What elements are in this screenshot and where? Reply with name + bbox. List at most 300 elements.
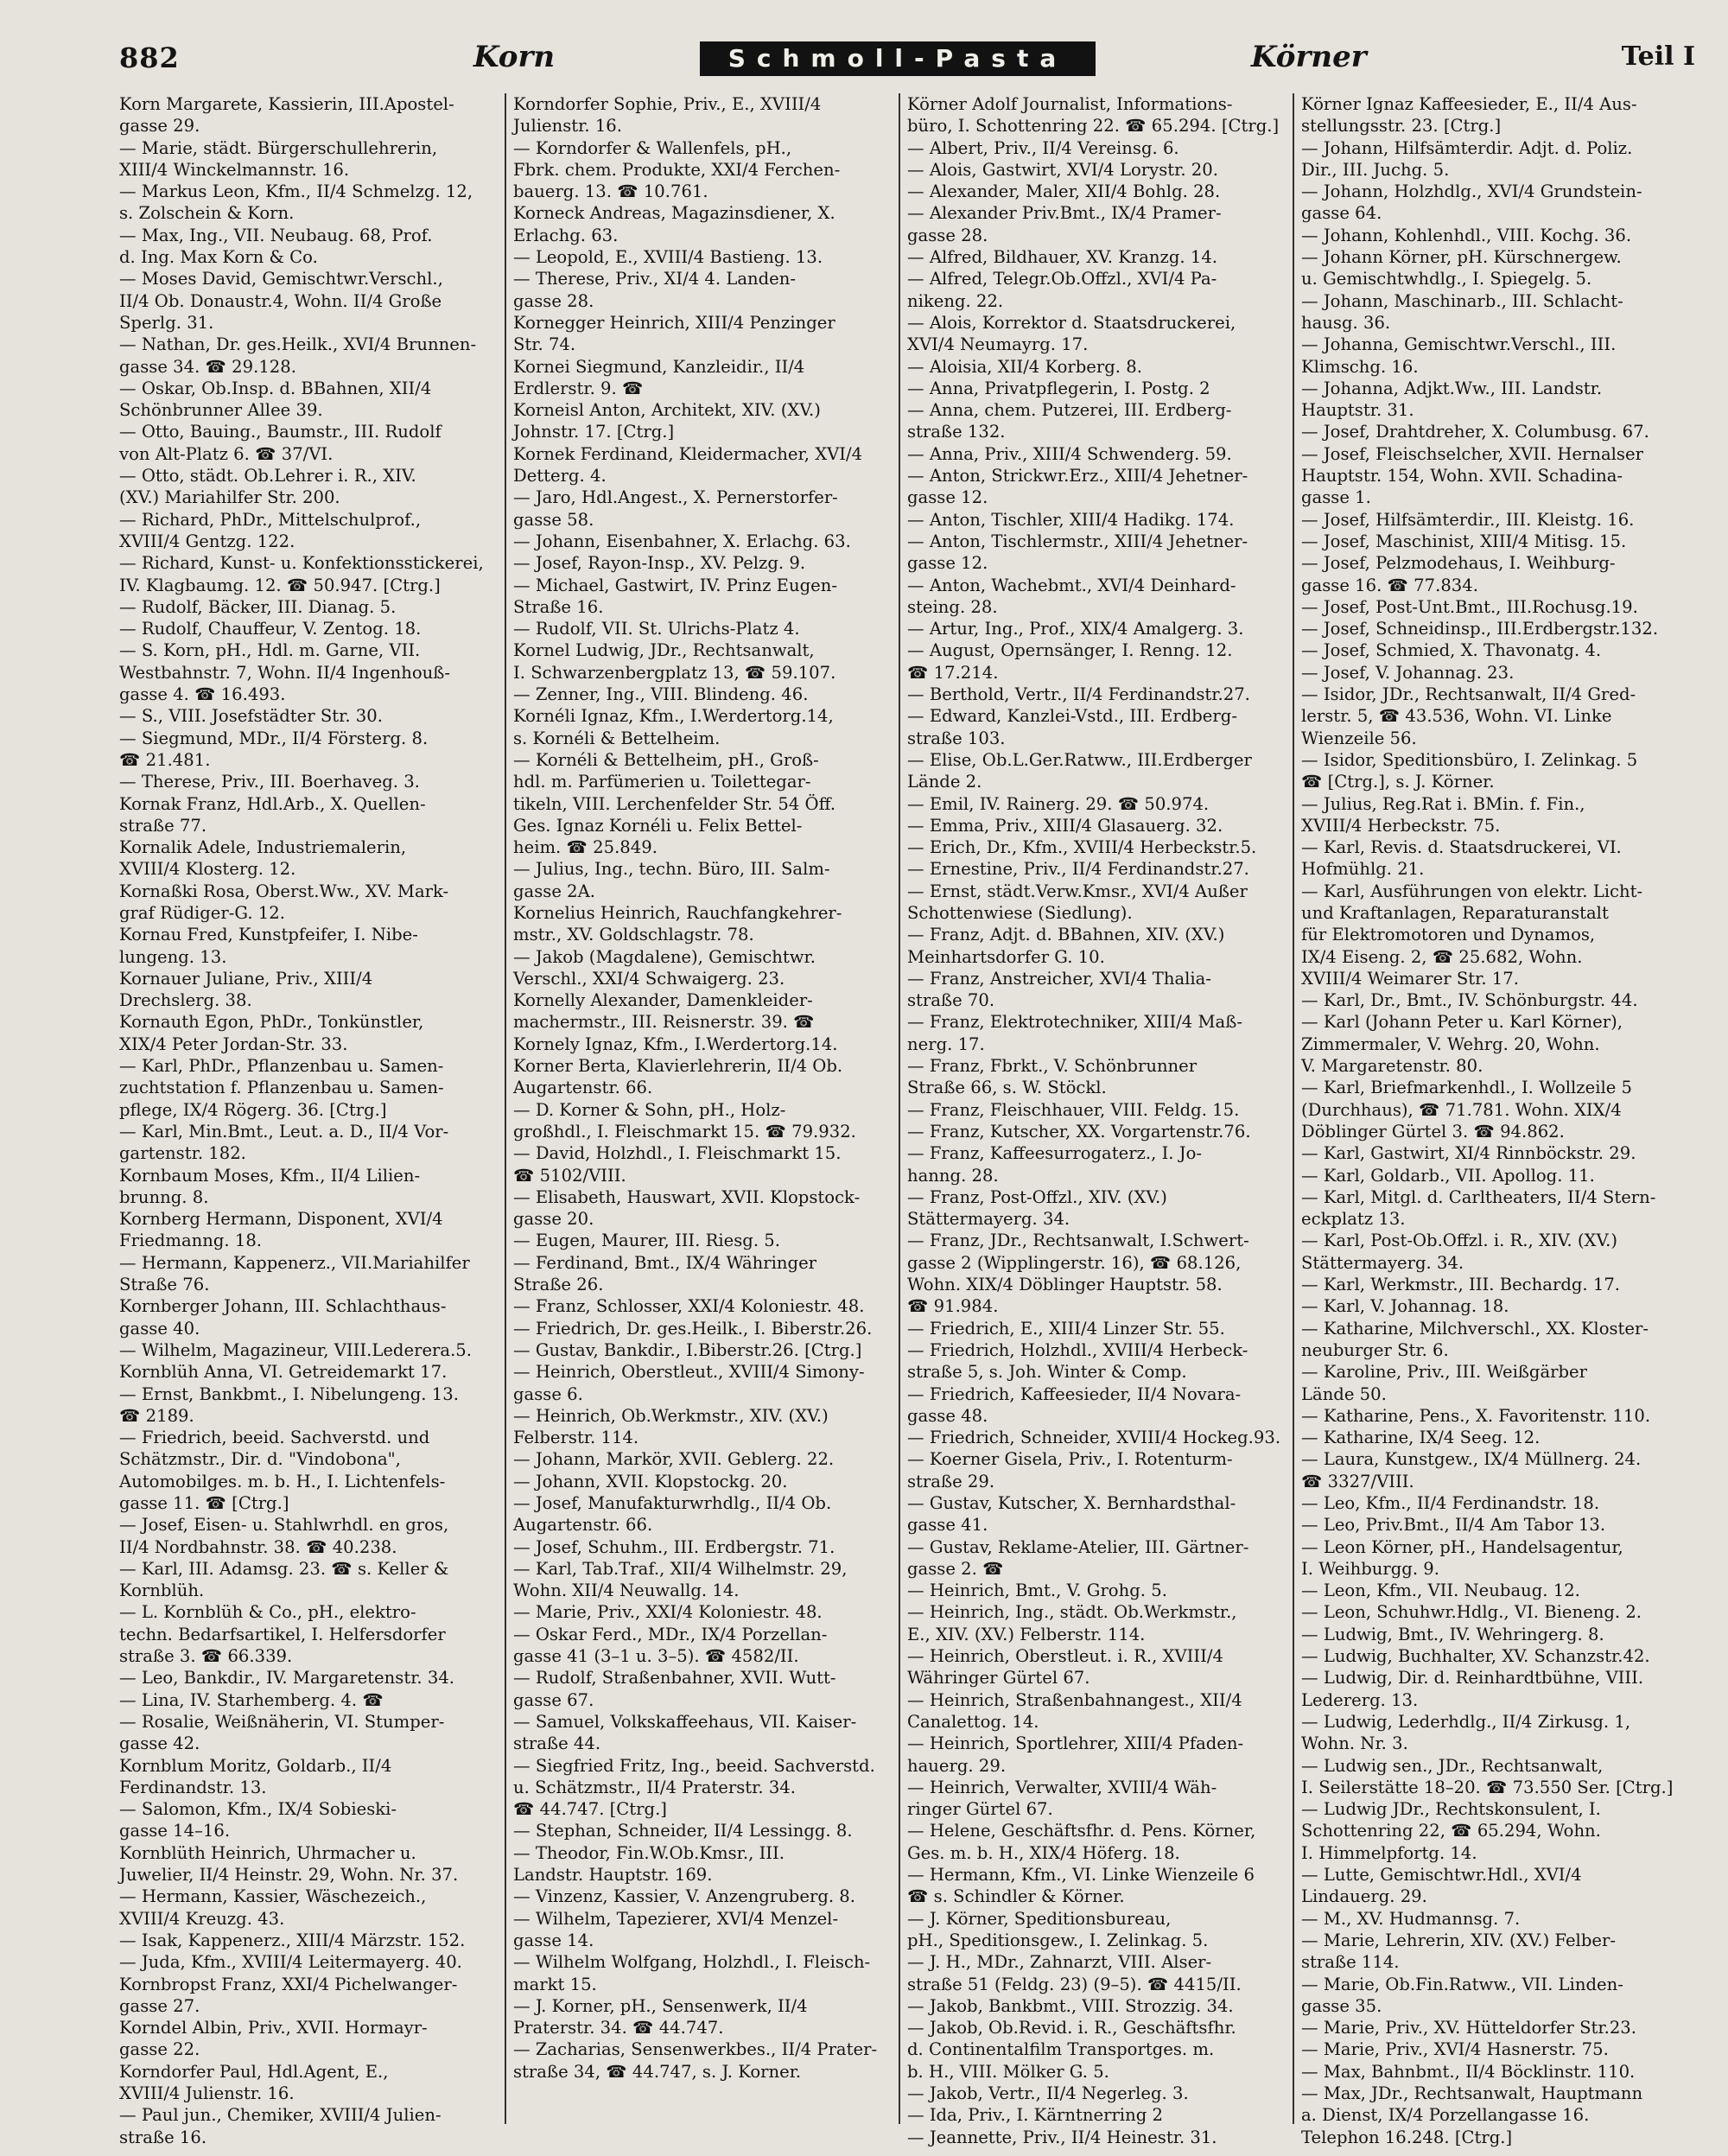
page-header [119, 35, 1695, 85]
directory-line: Julienstr. 16. [513, 116, 622, 137]
directory-line: gartenstr. 182. [119, 1143, 246, 1164]
directory-line: — Emma, Priv., XIII/4 Glasauerg. 32. [907, 815, 1223, 836]
directory-line: — Friedrich, Dr. ges.Heilk., I. Biberstr.26. [513, 1318, 873, 1339]
directory-line: — Laura, Kunstgew., IX/4 Müllnerg. 24. [1301, 1449, 1642, 1470]
directory-line: Kornak Franz, Hdl.Arb., X. Quellen- [119, 793, 426, 814]
directory-line: — Rudolf, Bäcker, III. Dianag. 5. [119, 596, 397, 617]
directory-line: — Isidor, Speditionsbüro, I. Zelinkag. 5 [1301, 749, 1638, 770]
directory-line: II/4 Ob. Donaustr.4, Wohn. II/4 Große [119, 290, 442, 311]
directory-line: — Josef, Post-Unt.Bmt., III.Rochusg.19. [1301, 596, 1638, 617]
directory-line: I. Schwarzenbergplatz 13, ☎ 59.107. [513, 662, 836, 683]
column-divider [899, 93, 900, 2124]
directory-line: — Josef, Eisen- u. Stahlwrhdl. en gros, [119, 1515, 449, 1536]
directory-line: — Berthold, Vertr., II/4 Ferdinandstr.27. [907, 684, 1250, 705]
directory-line: — Edward, Kanzlei-Vstd., III. Erdberg- [907, 706, 1237, 727]
directory-line: — Isidor, JDr., Rechtsanwalt, II/4 Gred- [1301, 684, 1636, 705]
directory-line: — Hermann, Kfm., VI. Linke Wienzeile 6 [907, 1865, 1255, 1886]
directory-line: Wienzeile 56. [1301, 728, 1417, 748]
directory-line: Verschl., XXI/4 Schwaigerg. 23. [513, 968, 785, 989]
directory-line: — D. Korner & Sohn, pH., Holz- [513, 1099, 786, 1120]
directory-line: lerstr. 5, ☎ 43.536, Wohn. VI. Linke [1301, 706, 1612, 727]
directory-line: Schottenwiese (Siedlung). [907, 902, 1133, 923]
directory-line: pflege, IX/4 Rögerg. 36. [Ctrg.] [119, 1099, 387, 1120]
directory-line: — Josef, Rayon-Insp., XV. Pelzg. 9. [513, 553, 806, 574]
directory-line: — Max, JDr., Rechtsanwalt, Hauptmann [1301, 2083, 1643, 2104]
directory-line: Kornegger Heinrich, XIII/4 Penzinger [513, 312, 835, 333]
directory-line: u. Schätzmstr., II/4 Praterstr. 34. [513, 1777, 796, 1797]
directory-line: Kornalik Adele, Industriemalerin, [119, 837, 407, 858]
directory-line: — Johann, XVII. Klopstockg. 20. [513, 1471, 788, 1491]
directory-line: — Lutte, Gemischtwr.Hdl., XVI/4 [1301, 1865, 1582, 1886]
directory-line: — Karl, Ausführungen von elektr. Licht- [1301, 881, 1643, 901]
directory-line: — Zacharias, Sensenwerkbes., II/4 Prater- [513, 2039, 878, 2060]
directory-line: Kornau Fred, Kunstpfeifer, I. Nibe- [119, 925, 418, 945]
directory-line: — Rudolf, VII. St. Ulrichs-Platz 4. [513, 619, 800, 639]
directory-line: — Franz, JDr., Rechtsanwalt, I.Schwert- [907, 1231, 1249, 1251]
directory-line: — Gustav, Bankdir., I.Biberstr.26. [Ctrg.] [513, 1339, 862, 1360]
directory-line: Meinhartsdorfer G. 10. [907, 946, 1105, 967]
directory-line: graf Rüdiger-G. 12. [119, 902, 285, 923]
column-divider [505, 93, 506, 2124]
directory-line: Wohn. Nr. 3. [1301, 1733, 1408, 1754]
left-guide-word: Korn [473, 40, 556, 74]
directory-line: Johnstr. 17. [Ctrg.] [513, 422, 675, 442]
directory-line: zuchtstation f. Pflanzenbau u. Samen- [119, 1078, 444, 1098]
directory-line: — Otto, Bauing., Baumstr., III. Rudolf [119, 422, 442, 442]
directory-line: Kornbropst Franz, XXI/4 Pichelwanger- [119, 1974, 458, 1994]
directory-line: — Leon Körner, pH., Handelsagentur, [1301, 1536, 1623, 1557]
directory-line: straße 34, ☎ 44.747, s. J. Korner. [513, 2061, 802, 2082]
directory-line: — Franz, Post-Offzl., XIV. (XV.) [907, 1186, 1167, 1207]
directory-line: ☎ 3327/VIII. [1301, 1471, 1414, 1491]
directory-line: — Salomon, Kfm., IX/4 Sobieski- [119, 1799, 397, 1820]
directory-line: gasse 12. [907, 553, 988, 574]
directory-line: — Elisabeth, Hauswart, XVII. Klopstock- [513, 1186, 861, 1207]
directory-line: — Johann Körner, pH. Kürschnergew. [1301, 247, 1622, 268]
directory-line: brunng. 8. [119, 1186, 209, 1207]
directory-line: — Katharine, Milchverschl., XX. Kloster- [1301, 1318, 1649, 1339]
directory-line: Schätzmstr., Dir. d. "Vindobona", [119, 1449, 401, 1470]
directory-line: XVIII/4 Weimarer Str. 17. [1301, 968, 1519, 989]
directory-line: gasse 41. [907, 1515, 988, 1536]
directory-line: Straße 66, s. W. Stöckl. [907, 1078, 1107, 1098]
directory-line: Döblinger Gürtel 3. ☎ 94.862. [1301, 1121, 1565, 1142]
directory-line: — Friedrich, beeid. Sachverstd. und [119, 1428, 430, 1448]
directory-line: Detterg. 4. [513, 466, 607, 487]
directory-line: — Marie, Priv., XXI/4 Koloniestr. 48. [513, 1602, 823, 1623]
directory-line: Praterstr. 34. ☎ 44.747. [513, 2018, 724, 2038]
directory-line: XVIII/4 Herbeckstr. 75. [1301, 815, 1501, 836]
directory-line: — Josef, Maschinist, XIII/4 Mitisg. 15. [1301, 531, 1627, 551]
directory-line: — Samuel, Volkskaffeehaus, VII. Kaiser- [513, 1711, 857, 1732]
directory-line: Kornblüh Anna, VI. Getreidemarkt 17. [119, 1362, 448, 1383]
directory-line: — Anna, Priv., XIII/4 Schwenderg. 59. [907, 443, 1232, 464]
directory-line: — Max, Bahnbmt., II/4 Böcklinstr. 110. [1301, 2061, 1636, 2082]
directory-line: — Leon, Kfm., VII. Neubaug. 12. [1301, 1580, 1580, 1601]
directory-line: — Leo, Kfm., II/4 Ferdinandstr. 18. [1301, 1493, 1600, 1513]
directory-line: Korndorfer Paul, Hdl.Agent, E., [119, 2061, 389, 2082]
directory-line: — Friedrich, Kaffeesieder, II/4 Novara- [907, 1383, 1242, 1404]
directory-line: — Karl, Dr., Bmt., IV. Schönburgstr. 44. [1301, 990, 1638, 1011]
directory-line: Friedmanng. 18. [119, 1231, 263, 1251]
directory-line: gasse 29. [119, 116, 200, 137]
directory-line: — Johann, Hilfsämterdir. Adjt. d. Poliz. [1301, 137, 1633, 158]
directory-line: — Gustav, Kutscher, X. Bernhardsthal- [907, 1493, 1236, 1513]
directory-line: Kornei Siegmund, Kanzleidir., II/4 [513, 356, 805, 377]
directory-line: ☎ s. Schindler & Körner. [907, 1886, 1125, 1907]
directory-line: — Johann, Holzhdlg., XVI/4 Grundstein- [1301, 181, 1642, 202]
directory-line: straße 51 (Feldg. 23) (9–5). ☎ 4415/II. [907, 1974, 1242, 1994]
directory-line: ☎ 91.984. [907, 1296, 999, 1317]
directory-line: — Franz, Fleischhauer, VIII. Feldg. 15. [907, 1099, 1240, 1120]
directory-line: straße 114. [1301, 1952, 1400, 1973]
directory-line: Kornelly Alexander, Damenkleider- [513, 990, 813, 1011]
directory-line: I. Seilerstätte 18–20. ☎ 73.550 Ser. [Ctrg.] [1301, 1777, 1674, 1797]
directory-line: nikeng. 22. [907, 290, 1004, 311]
directory-line: — Josef, Drahtdreher, X. Columbusg. 67. [1301, 422, 1649, 442]
directory-line: Str. 74. [513, 334, 576, 355]
directory-line: — Karl, Briefmarkenhdl., I. Wollzeile 5 [1301, 1078, 1633, 1098]
directory-line: — Max, Ing., VII. Neubaug. 68, Prof. [119, 225, 433, 245]
directory-line: Kornel Ludwig, JDr., Rechtsanwalt, [513, 640, 815, 661]
column-2 [513, 93, 892, 2124]
directory-line: I. Weihburgg. 9. [1301, 1558, 1439, 1579]
directory-line: — Anton, Tischler, XIII/4 Hadikg. 174. [907, 509, 1235, 530]
directory-line: hausg. 36. [1301, 312, 1391, 333]
directory-line: — Anton, Strickwr.Erz., XIII/4 Jehetner- [907, 466, 1248, 487]
directory-line: Korner Berta, Klavierlehrerin, II/4 Ob. [513, 1056, 843, 1077]
directory-line: — S., VIII. Josefstädter Str. 30. [119, 706, 383, 727]
directory-line: — Franz, Schlosser, XXI/4 Koloniestr. 48. [513, 1296, 865, 1317]
directory-line: — M., XV. Hudmannsg. 7. [1301, 1908, 1521, 1929]
directory-line: — Karl, Post-Ob.Offzl. i. R., XIV. (XV.) [1301, 1231, 1618, 1251]
directory-line: — Alois, Gastwirt, XVI/4 Lorystr. 20. [907, 159, 1218, 180]
directory-line: — Leopold, E., XVIII/4 Bastieng. 13. [513, 247, 823, 268]
directory-line: — Heinrich, Verwalter, XVIII/4 Wäh- [907, 1777, 1217, 1797]
directory-line: gasse 4. ☎ 16.493. [119, 684, 286, 705]
directory-line: und Kraftanlagen, Reparaturanstalt [1301, 902, 1609, 923]
directory-line: gasse 35. [1301, 1995, 1382, 2016]
directory-line: bauerg. 13. ☎ 10.761. [513, 181, 708, 202]
directory-line: hauerg. 29. [907, 1755, 1007, 1776]
directory-line: — J. Körner, Speditionsbureau, [907, 1908, 1172, 1929]
directory-line: Kornbaum Moses, Kfm., II/4 Lilien- [119, 1165, 421, 1186]
directory-line: — Leo, Bankdir., IV. Margaretenstr. 34. [119, 1668, 455, 1689]
directory-line: gasse 20. [513, 1209, 594, 1230]
directory-line: — Juda, Kfm., XVIII/4 Leitermayerg. 40. [119, 1952, 462, 1973]
directory-line: — Anton, Wachebmt., XVI/4 Deinhard- [907, 575, 1236, 595]
directory-line: — Hermann, Kassier, Wäschezeich., [119, 1886, 427, 1907]
directory-line: — Nathan, Dr. ges.Heilk., XVI/4 Brunnen- [119, 334, 477, 355]
directory-line: — Otto, städt. Ob.Lehrer i. R., XIV. [119, 466, 416, 487]
directory-line: — Karl, V. Johannag. 18. [1301, 1296, 1509, 1317]
column-4 [1301, 93, 1680, 2147]
directory-line: — Josef, Schneidinsp., III.Erdbergstr.132. [1301, 619, 1659, 639]
directory-line: — Heinrich, Sportlehrer, XIII/4 Pfaden- [907, 1733, 1244, 1754]
directory-line: Kornberger Johann, III. Schlachthaus- [119, 1296, 447, 1317]
directory-line: Kornauth Egon, PhDr., Tonkünstler, [119, 1012, 424, 1033]
directory-line: — Michael, Gastwirt, IV. Prinz Eugen- [513, 575, 837, 595]
directory-line: — Josef, Fleischselcher, XVII. Hernalser [1301, 443, 1643, 464]
directory-line: — Heinrich, Straßenbahnangest., XII/4 [907, 1689, 1242, 1710]
directory-line: — Ludwig, Bmt., IV. Wehringerg. 8. [1301, 1624, 1604, 1644]
directory-line: — Friedrich, Holzhdl., XVIII/4 Herbeck- [907, 1339, 1248, 1360]
directory-line: — Ludwig sen., JDr., Rechtsanwalt, [1301, 1755, 1604, 1776]
directory-line: Hauptstr. 31. [1301, 400, 1414, 421]
directory-line: — Karl, Werkmstr., III. Bechardg. 17. [1301, 1275, 1621, 1295]
directory-line: XVIII/4 Julienstr. 16. [119, 2083, 295, 2104]
directory-line: Telephon 16.248. [Ctrg.] [1301, 2127, 1513, 2147]
directory-line: — Karl, Goldarb., VII. Apollog. 11. [1301, 1165, 1595, 1186]
directory-line: gasse 14. [513, 1930, 594, 1950]
directory-line: — Siegfried Fritz, Ing., beeid. Sachverstd. [513, 1755, 875, 1776]
directory-line: — J. H., MDr., Zahnarzt, VIII. Alser- [907, 1952, 1212, 1973]
directory-line: straße 77. [119, 815, 207, 836]
directory-line: — Theodor, Fin.W.Ob.Kmsr., III. [513, 1842, 785, 1863]
directory-line: — Wilhelm, Tapezierer, XVI/4 Menzel- [513, 1908, 839, 1929]
directory-line: Juwelier, II/4 Heinstr. 29, Wohn. Nr. 37. [119, 1865, 459, 1886]
directory-line: — Rosalie, Weißnäherin, VI. Stumper- [119, 1711, 445, 1732]
directory-line: straße 5, s. Joh. Winter & Comp. [907, 1362, 1187, 1383]
directory-line: — Franz, Kutscher, XX. Vorgartenstr.76. [907, 1121, 1251, 1142]
directory-line: ☎ 21.481. [119, 749, 211, 770]
directory-line: XIII/4 Winckelmannstr. 16. [119, 159, 350, 180]
directory-line: neuburger Str. 6. [1301, 1339, 1449, 1360]
directory-line: für Elektromotoren und Dynamos, [1301, 925, 1596, 945]
directory-line: — Ernestine, Priv., II/4 Ferdinandstr.27. [907, 859, 1249, 880]
directory-line: — Karl, Revis. d. Staatsdruckerei, VI. [1301, 837, 1622, 858]
directory-line: tikeln, VIII. Lerchenfelder Str. 54 Öff. [513, 793, 836, 814]
directory-line: Kornblüth Heinrich, Uhrmacher u. [119, 1842, 416, 1863]
directory-line: gasse 2. ☎ [907, 1558, 1004, 1579]
directory-line: — Siegmund, MDr., II/4 Försterg. 8. [119, 728, 429, 748]
directory-line: — Stephan, Schneider, II/4 Lessingg. 8. [513, 1821, 853, 1841]
directory-line: — Franz, Kaffeesurrogaterz., I. Jo- [907, 1143, 1203, 1164]
directory-line: straße 44. [513, 1733, 601, 1754]
directory-line: — Josef, Schmied, X. Thavonatg. 4. [1301, 640, 1602, 661]
directory-line: nerg. 17. [907, 1033, 985, 1054]
directory-line: gasse 2 (Wipplingerstr. 16), ☎ 68.126, [907, 1252, 1242, 1273]
directory-line: techn. Bedarfsartikel, I. Helfersdorfer [119, 1624, 446, 1644]
directory-line: — Oskar Ferd., MDr., IX/4 Porzellan- [513, 1624, 828, 1644]
directory-line: gasse 64. [1301, 203, 1382, 224]
right-guide-word: Körner [1251, 40, 1367, 74]
directory-line: Währinger Gürtel 67. [907, 1668, 1090, 1689]
directory-line: — Franz, Elektrotechniker, XIII/4 Maß- [907, 1012, 1242, 1033]
directory-line: E., XIV. (XV.) Felberstr. 114. [907, 1624, 1146, 1644]
directory-line: — Friedrich, E., XIII/4 Linzer Str. 55. [907, 1318, 1225, 1339]
directory-line: — Hermann, Kappenerz., VII.Mariahilfer [119, 1252, 470, 1273]
directory-line: straße 103. [907, 728, 1006, 748]
directory-line: u. Gemischtwhdlg., I. Spiegelg. 5. [1301, 269, 1592, 289]
directory-line: stellungsstr. 23. [Ctrg.] [1301, 116, 1502, 137]
directory-line: Schönbrunner Allee 39. [119, 400, 323, 421]
directory-line: — Helene, Geschäftsfhr. d. Pens. Körner, [907, 1821, 1256, 1841]
directory-line: — Vinzenz, Kassier, V. Anzengruberg. 8. [513, 1886, 856, 1907]
directory-line: Stättermayerg. 34. [1301, 1252, 1464, 1273]
directory-line: Augartenstr. 66. [513, 1515, 653, 1536]
directory-line: Lindauerg. 29. [1301, 1886, 1427, 1907]
directory-line: — Karl, PhDr., Pflanzenbau u. Samen- [119, 1056, 444, 1077]
directory-line: Wohn. XIX/4 Döblinger Hauptstr. 58. [907, 1275, 1223, 1295]
directory-line: — Jakob (Magdalene), Gemischtwr. [513, 946, 816, 967]
directory-line: Korndorfer Sophie, Priv., E., XVIII/4 [513, 94, 822, 114]
directory-line: lungeng. 13. [119, 946, 227, 967]
directory-line: Erdlerstr. 9. ☎ [513, 378, 644, 398]
directory-line: — Alexander Priv.Bmt., IX/4 Pramer- [907, 203, 1222, 224]
directory-line: — Anna, chem. Putzerei, III. Erdberg- [907, 400, 1232, 421]
directory-line: — Oskar, Ob.Insp. d. BBahnen, XII/4 [119, 378, 432, 398]
directory-line: Korneck Andreas, Magazinsdiener, X. [513, 203, 835, 224]
part-label: Teil I [1621, 41, 1695, 72]
directory-line: — Anton, Tischlermstr., XIII/4 Jehetner- [907, 531, 1248, 551]
directory-line: gasse 41 (3–1 u. 3–5). ☎ 4582/II. [513, 1646, 799, 1667]
directory-line: XVIII/4 Gentzg. 122. [119, 531, 295, 551]
directory-line: gasse 28. [907, 225, 988, 245]
directory-line: Straße 76. [119, 1275, 210, 1295]
directory-line: — Moses David, Gemischtwr.Verschl., [119, 269, 443, 289]
directory-line: — Marie, Ob.Fin.Ratww., VII. Linden- [1301, 1974, 1623, 1994]
directory-line: hanng. 28. [907, 1165, 999, 1186]
directory-line: — Gustav, Reklame-Atelier, III. Gärtner- [907, 1536, 1249, 1557]
directory-line: ☎ 2189. [119, 1405, 194, 1426]
directory-line: Zimmermaler, V. Wehrg. 20, Wohn. [1301, 1033, 1600, 1054]
directory-line: — Ernst, städt.Verw.Kmsr., XVI/4 Außer [907, 881, 1248, 901]
directory-line: heim. ☎ 25.849. [513, 837, 658, 858]
directory-line: gasse 1. [1301, 487, 1371, 508]
directory-line: Ges. m. b. H., XIX/4 Höferg. 18. [907, 1842, 1180, 1863]
directory-line: — Julius, Ing., techn. Büro, III. Salm- [513, 859, 830, 880]
directory-line: — Karoline, Priv., III. Weißgärber [1301, 1362, 1588, 1383]
directory-line: — Josef, Schuhm., III. Erdbergstr. 71. [513, 1536, 835, 1557]
directory-line: — Ludwig JDr., Rechtskonsulent, I. [1301, 1799, 1601, 1820]
directory-line: — Katharine, Pens., X. Favoritenstr. 110. [1301, 1405, 1651, 1426]
directory-line: XVIII/4 Kreuzg. 43. [119, 1908, 285, 1929]
directory-line: b. H., VIII. Mölker G. 5. [907, 2061, 1109, 2082]
directory-line: — Johanna, Gemischtwr.Verschl., III. [1301, 334, 1617, 355]
directory-line: — L. Kornblüh & Co., pH., elektro- [119, 1602, 416, 1623]
directory-line: machermstr., III. Reisnerstr. 39. ☎ [513, 1012, 815, 1033]
directory-line: gasse 58. [513, 509, 594, 530]
directory-line: — Josef, V. Johannag. 23. [1301, 662, 1515, 683]
directory-line: s. Kornéli & Bettelheim. [513, 728, 721, 748]
directory-line: — Jeannette, Priv., II/4 Heinestr. 31. [907, 2127, 1217, 2147]
directory-line: — David, Holzhdl., I. Fleischmarkt 15. [513, 1143, 842, 1164]
directory-line: straße 132. [907, 422, 1006, 442]
directory-line: — Heinrich, Ob.Werkmstr., XIV. (XV.) [513, 1405, 829, 1426]
directory-line: gasse 11. ☎ [Ctrg.] [119, 1493, 289, 1513]
directory-line: — Marie, städt. Bürgerschullehrerin, [119, 137, 438, 158]
directory-line: — Karl, III. Adamsg. 23. ☎ s. Keller & [119, 1558, 449, 1579]
directory-line: — Ferdinand, Bmt., IX/4 Währinger [513, 1252, 817, 1273]
directory-line: — Marie, Priv., XVI/4 Hasnerstr. 75. [1301, 2039, 1609, 2060]
directory-line: d. Continentalfilm Transportges. m. [907, 2039, 1215, 2060]
directory-line: hdl. m. Parfümerien u. Toilettegar- [513, 772, 811, 792]
directory-line: gasse 42. [119, 1733, 200, 1754]
directory-line: Hofmühlg. 21. [1301, 859, 1425, 880]
directory-line: d. Ing. Max Korn & Co. [119, 247, 318, 268]
directory-line: Ledererg. 13. [1301, 1689, 1419, 1710]
directory-line: — Heinrich, Oberstleut. i. R., XVIII/4 [907, 1646, 1223, 1667]
directory-line: a. Dienst, IX/4 Porzellangasse 16. [1301, 2105, 1590, 2126]
directory-line: — August, Opernsänger, I. Renng. 12. [907, 640, 1233, 661]
directory-line: Fbrk. chem. Produkte, XXI/4 Ferchen- [513, 159, 841, 180]
directory-line: Augartenstr. 66. [513, 1078, 653, 1098]
directory-line: Kornblüh. [119, 1580, 205, 1601]
directory-line: — Koerner Gisela, Priv., I. Rotenturm- [907, 1449, 1233, 1470]
directory-line: s. Zolschein & Korn. [119, 203, 295, 224]
directory-line: — Karl, Gastwirt, XI/4 Rinnböckstr. 29. [1301, 1143, 1636, 1164]
directory-line: — Zenner, Ing., VIII. Blindeng. 46. [513, 684, 809, 705]
directory-line: — Johann, Eisenbahner, X. Erlachg. 63. [513, 531, 851, 551]
directory-line: von Alt-Platz 6. ☎ 37/VI. [119, 443, 334, 464]
directory-line: Westbahnstr. 7, Wohn. II/4 Ingenhouß- [119, 662, 450, 683]
directory-line: — Ludwig, Dir. d. Reinhardtbühne, VIII. [1301, 1668, 1644, 1689]
directory-line: — Heinrich, Oberstleut., XVIII/4 Simony- [513, 1362, 865, 1383]
directory-line: Dir., III. Juchg. 5. [1301, 159, 1450, 180]
directory-line: straße 3. ☎ 66.339. [119, 1646, 293, 1667]
directory-line: — Therese, Priv., XI/4 4. Landen- [513, 269, 797, 289]
directory-line: — Jaro, Hdl.Angest., X. Pernerstorfer- [513, 487, 838, 508]
directory-line: gasse 28. [513, 290, 594, 311]
column-divider [1293, 93, 1294, 2124]
directory-line: — Heinrich, Bmt., V. Grohg. 5. [907, 1580, 1167, 1601]
directory-line: gasse 12. [907, 487, 988, 508]
directory-line: gasse 22. [119, 2039, 200, 2060]
directory-line: — Josef, Pelzmodehaus, I. Weihburg- [1301, 553, 1616, 574]
directory-line: — Leon, Schuhwr.Hdlg., VI. Bieneng. 2. [1301, 1602, 1642, 1623]
directory-line: gasse 48. [907, 1405, 988, 1426]
directory-line: gasse 2A. [513, 881, 596, 901]
directory-line: Canalettog. 14. [907, 1711, 1039, 1732]
directory-line: (XV.) Mariahilfer Str. 200. [119, 487, 340, 508]
directory-line: — Franz, Anstreicher, XVI/4 Thalia- [907, 968, 1211, 989]
directory-line: IV. Klagbaumg. 12. ☎ 50.947. [Ctrg.] [119, 575, 441, 595]
directory-line: Landstr. Hauptstr. 169. [513, 1865, 713, 1886]
directory-line: Kornely Ignaz, Kfm., I.Werdertorg.14. [513, 1033, 838, 1054]
directory-line: Korndel Albin, Priv., XVII. Hormayr- [119, 2018, 428, 2038]
directory-line: (Durchhaus), ☎ 71.781. Wohn. XIX/4 [1301, 1099, 1622, 1120]
directory-line: pH., Speditionsgew., I. Zelinkag. 5. [907, 1930, 1209, 1950]
directory-line: gasse 40. [119, 1318, 200, 1339]
directory-line: — Paul jun., Chemiker, XVIII/4 Julien- [119, 2105, 442, 2126]
directory-line: — Johanna, Adjkt.Ww., III. Landstr. [1301, 378, 1603, 398]
directory-line: — Artur, Ing., Prof., XIX/4 Amalgerg. 3. [907, 619, 1244, 639]
directory-line: markt 15. [513, 1974, 597, 1994]
directory-line: Körner Ignaz Kaffeesieder, E., II/4 Aus- [1301, 94, 1637, 114]
directory-line: mstr., XV. Goldschlagstr. 78. [513, 925, 754, 945]
directory-line: — Alfred, Bildhauer, XV. Kranzg. 14. [907, 247, 1218, 268]
directory-line: büro, I. Schottenring 22. ☎ 65.294. [Ctrg.] [907, 116, 1280, 137]
directory-line: — Karl, Tab.Traf., XII/4 Wilhelmstr. 29, [513, 1558, 848, 1579]
directory-line: — Wilhelm Wolfgang, Holzhdl., I. Fleisch- [513, 1952, 871, 1973]
directory-line: — Albert, Priv., II/4 Vereinsg. 6. [907, 137, 1179, 158]
directory-line: — Richard, Kunst- u. Konfektionsstickerei, [119, 553, 484, 574]
directory-line: — Eugen, Maurer, III. Riesg. 5. [513, 1231, 780, 1251]
directory-line: Stättermayerg. 34. [907, 1209, 1070, 1230]
directory-line: — Johann, Kohlenhdl., VIII. Kochg. 36. [1301, 225, 1632, 245]
directory-line: Ferdinandstr. 13. [119, 1777, 267, 1797]
directory-line: — Ludwig, Lederhdlg., II/4 Zirkusg. 1, [1301, 1711, 1631, 1732]
directory-line: Ges. Ignaz Kornéli u. Felix Bettel- [513, 815, 803, 836]
directory-columns [119, 93, 1695, 2147]
directory-line: ☎ 44.747. [Ctrg.] [513, 1799, 667, 1820]
directory-line: — Erich, Dr., Kfm., XVIII/4 Herbeckstr.5. [907, 837, 1257, 858]
directory-line: — Karl, Mitgl. d. Carltheaters, II/4 Stern- [1301, 1186, 1656, 1207]
directory-line: XVIII/4 Klosterg. 12. [119, 859, 296, 880]
directory-line: Kornauer Juliane, Priv., XIII/4 [119, 968, 373, 989]
directory-line: V. Margaretenstr. 80. [1301, 1056, 1483, 1077]
